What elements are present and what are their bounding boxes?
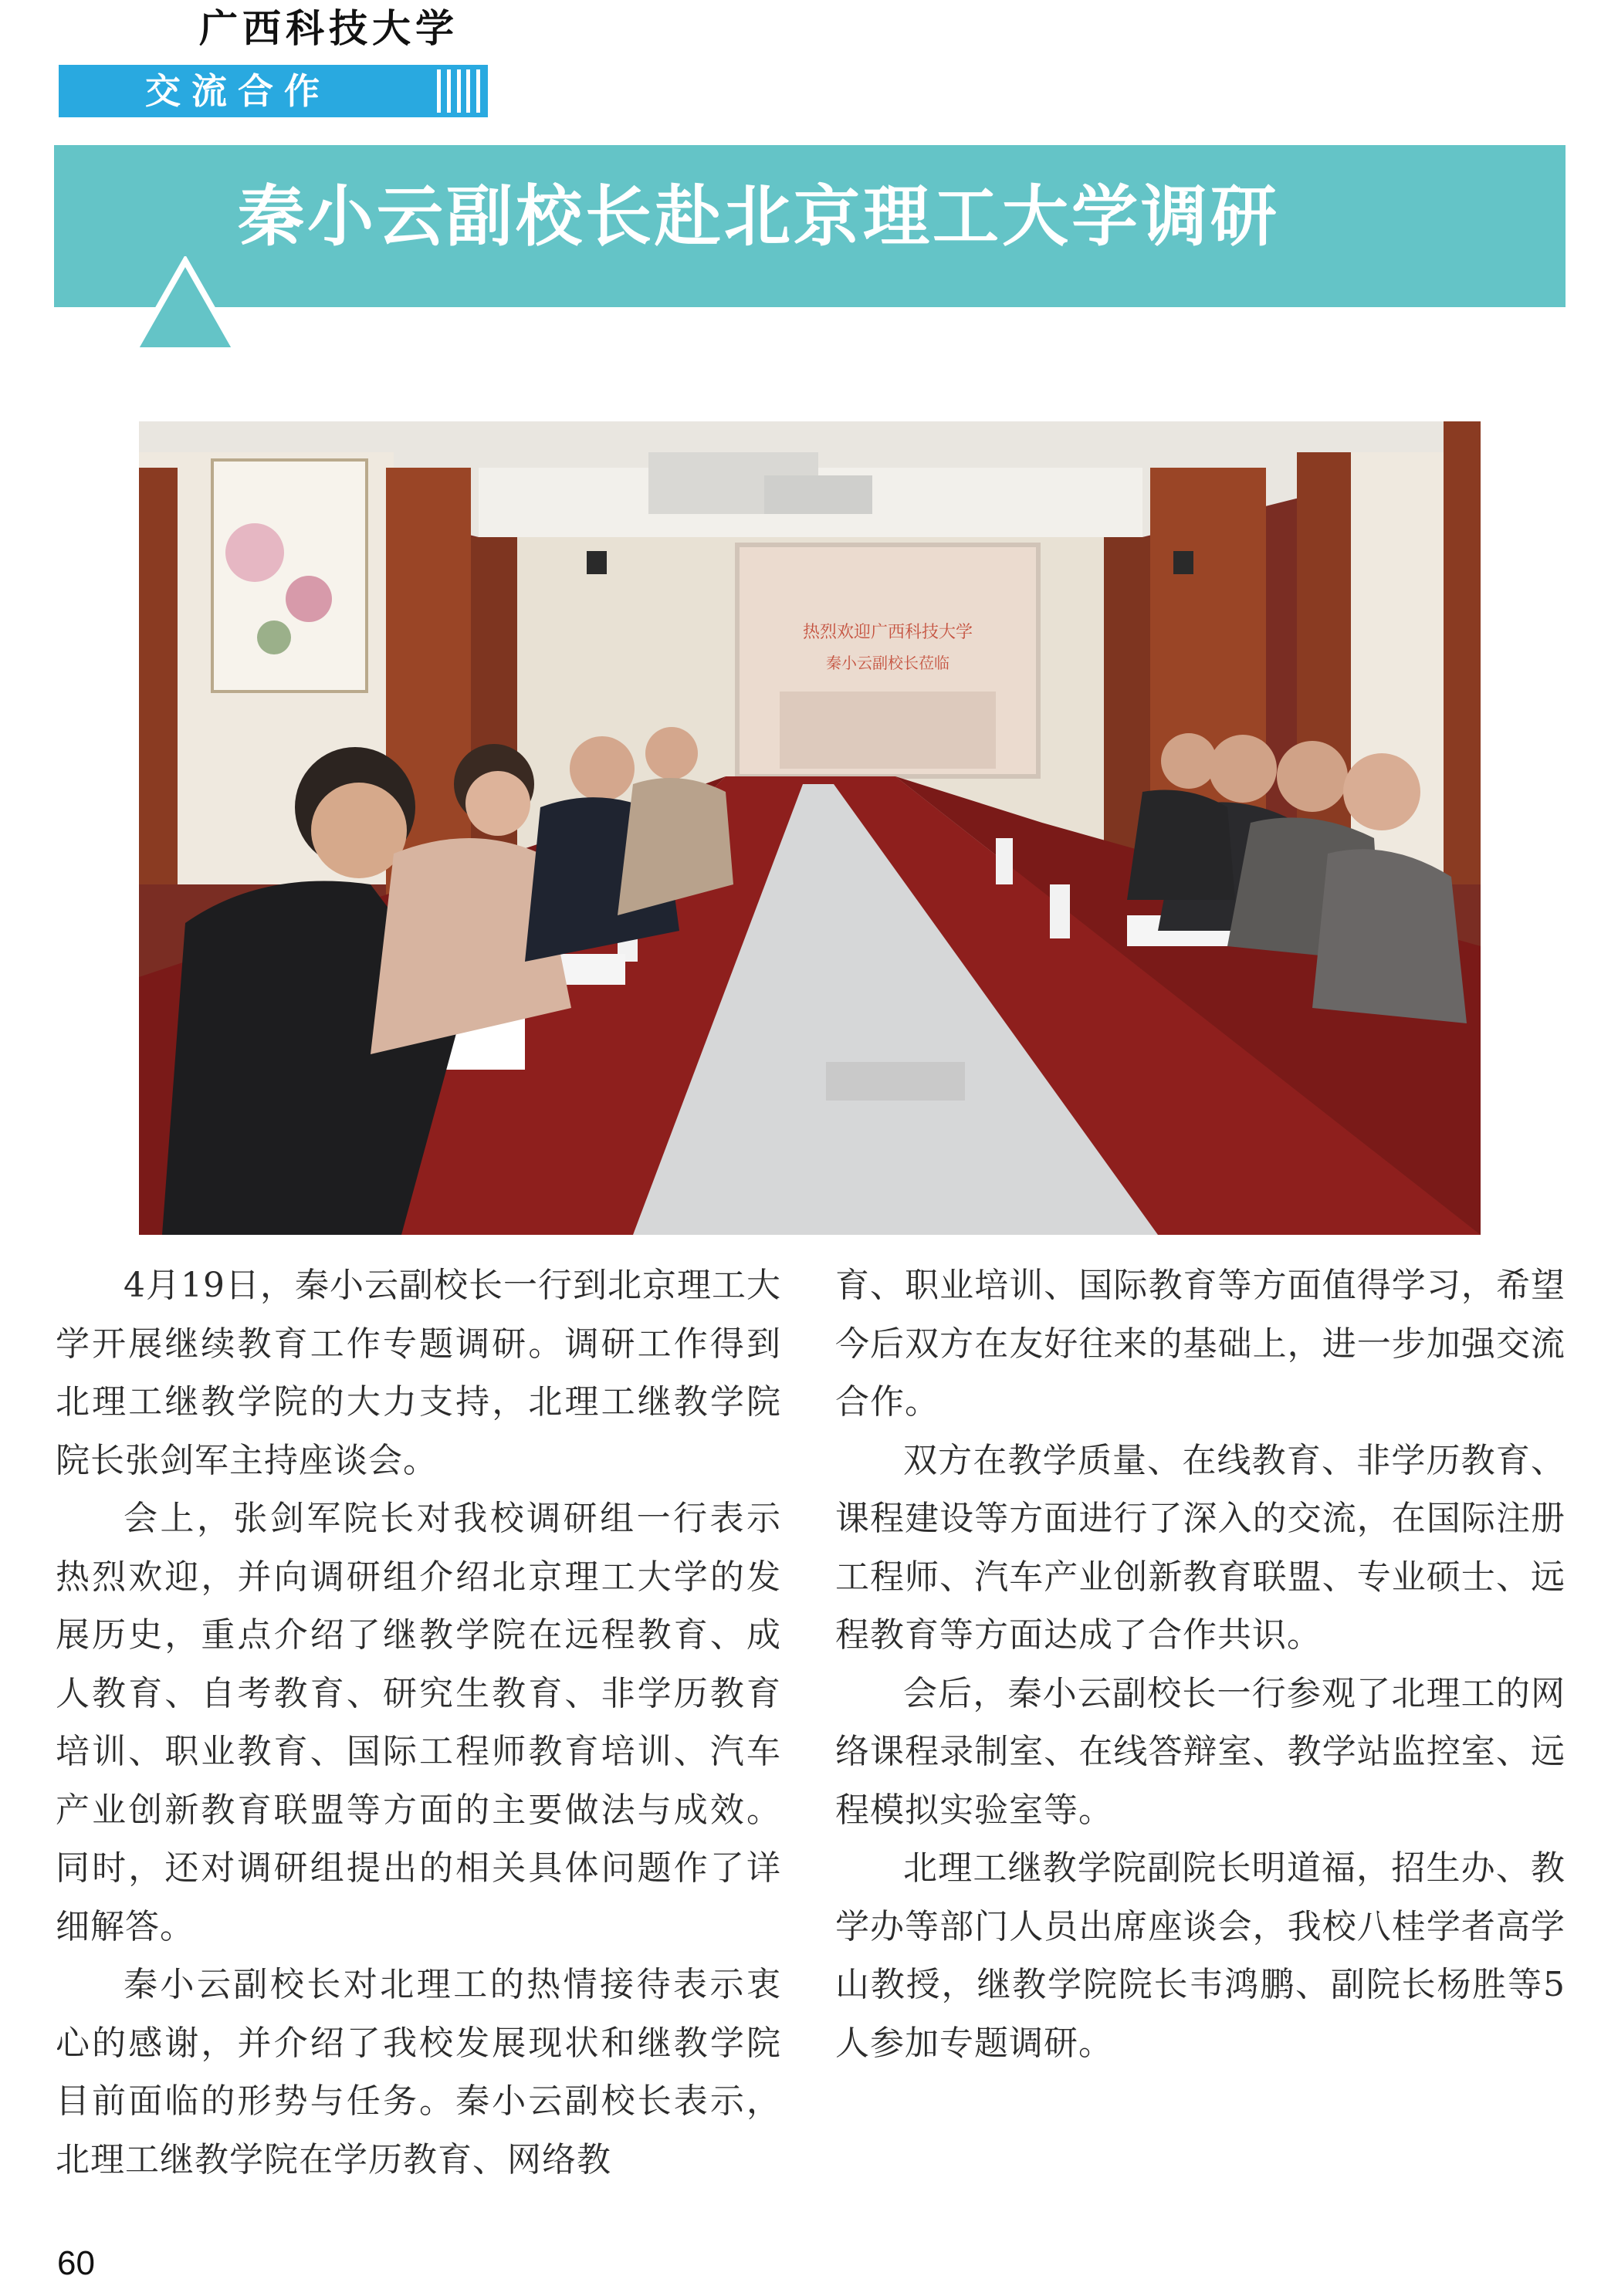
article-body-right-column xyxy=(835,1256,1566,2072)
article-body-left-column xyxy=(56,1256,781,2189)
paragraph: 4月19日，秦小云副校长一行到北京理工大学开展继续教育工作专题调研。调研工作得到北理工继教学院的大力支持，北理工继教学院院长张剑军主持座谈会。 xyxy=(56,1266,781,1480)
paragraph: 北理工继教学院副院长明道福，招生办、教学办等部门人员出席座谈会，我校八桂学者高学山教授，继教学院院长韦鸿鹏、副院长杨胜等5人参加专题调研。 xyxy=(835,1848,1566,2063)
university-name: 广西科技大学 xyxy=(199,5,459,51)
paragraph: 会后，秦小云副校长一行参观了北理工的网络课程录制室、在线答辩室、教学站监控室、远程模拟实验室等。 xyxy=(835,1673,1566,1830)
paragraph: 双方在教学质量、在线教育、非学历教育、课程建设等方面进行了深入的交流，在国际注册工程师、汽车产业创新教育联盟、专业硕士、远程教育等方面达成了合作共识。 xyxy=(835,1440,1566,1655)
screen-text-line1: 热烈欢迎广西科技大学 xyxy=(802,623,973,642)
page-number: 60 xyxy=(57,2244,95,2282)
article-title: 秦小云副校长赴北京理工大学调研 xyxy=(238,178,1280,255)
meeting-photo xyxy=(139,421,1481,1235)
screen-text-line2: 秦小云副校长莅临 xyxy=(826,654,949,672)
section-tag-label: 交流合作 xyxy=(145,70,330,112)
triangle-decoration-icon xyxy=(131,256,239,352)
title-banner xyxy=(54,145,1566,307)
section-tag xyxy=(59,65,488,117)
paragraph: 秦小云副校长对北理工的热情接待表示衷心的感谢，并介绍了我校发展现状和继教学院目前面临的形势与任务。秦小云副校长表示，北理工继教学院在学历教育、网络教 xyxy=(56,1965,781,2179)
paragraph: 会上，张剑军院长对我校调研组一行表示热烈欢迎，并向调研组介绍北京理工大学的发展历史，重点介绍了继教学院在远程教育、成人教育、自考教育、研究生教育、非学历教育培训、职业教育、国际工程师教育培训、汽车产业创新教育联盟等方面的主要做法与成效。同时，还对调研组提出的相关具体问题作了详细解答。 xyxy=(56,1499,781,1946)
stripes-decoration xyxy=(437,69,480,113)
meeting-room-illustration xyxy=(139,421,1481,1235)
paragraph-continuation: 育、职业培训、国际教育等方面值得学习，希望今后双方在友好往来的基础上，进一步加强交流合作。 xyxy=(835,1266,1566,1422)
